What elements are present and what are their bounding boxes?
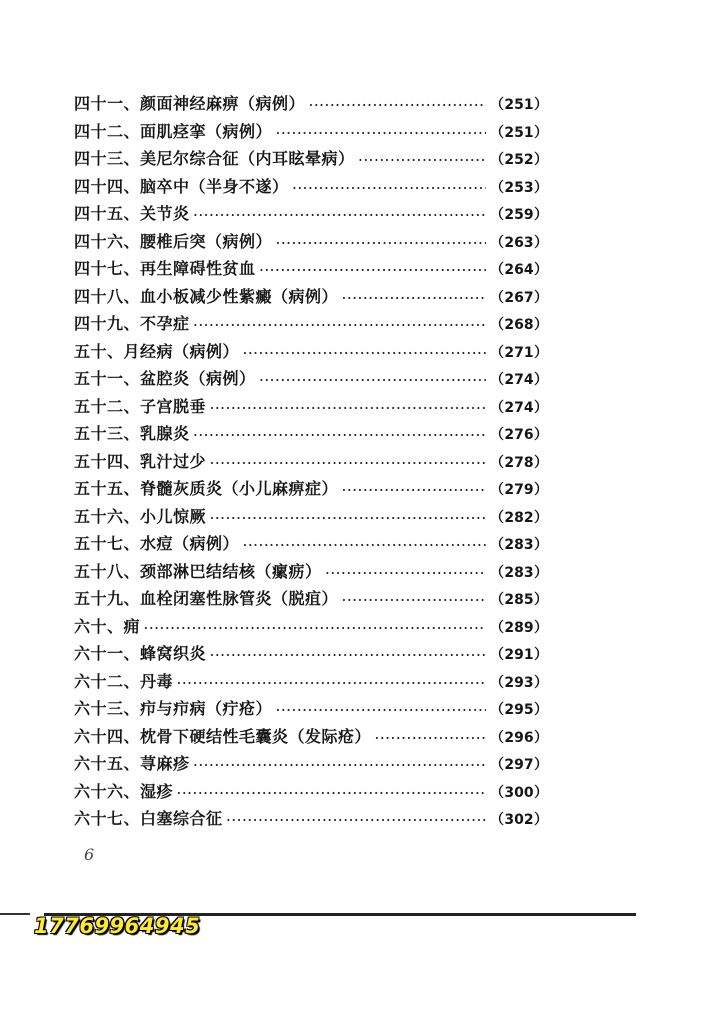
phone-watermark: 17769964945 xyxy=(34,914,201,938)
toc-entry-title: 六十、痈 xyxy=(74,616,141,636)
toc-page-number: 283 xyxy=(504,564,534,581)
toc-page-number: 252 xyxy=(504,152,534,168)
toc-page-ref: （283） xyxy=(490,560,548,588)
toc-page-number: 276 xyxy=(504,427,534,443)
toc-page-ref: （267） xyxy=(490,285,548,313)
toc-entry xyxy=(74,365,548,393)
toc-entry-title: 五十三、乳腺炎 xyxy=(74,424,190,443)
dot-leader xyxy=(144,615,486,643)
toc-page-number: 283 xyxy=(504,537,534,553)
toc-entry xyxy=(74,145,548,173)
dot-leader xyxy=(276,697,486,725)
toc-page-ref: （283） xyxy=(490,532,548,560)
toc-entry-title: 四十四、脑卒中（半身不遂） xyxy=(74,176,289,196)
dot-leader xyxy=(194,422,486,450)
toc-page-number: 278 xyxy=(504,454,534,471)
toc-entry xyxy=(74,750,548,778)
toc-entry-title: 六十一、蜂窝织炎 xyxy=(74,644,207,663)
toc-page-number: 295 xyxy=(504,702,534,718)
toc-page-number: 268 xyxy=(504,317,534,333)
page-number: 6 xyxy=(84,845,95,864)
toc-page-ref: （285） xyxy=(490,587,548,615)
toc-page-ref: （293） xyxy=(490,670,548,698)
dot-leader xyxy=(210,505,486,533)
toc-entry-title: 五十五、脊髓灰质炎（小儿麻痹症） xyxy=(74,479,339,498)
dot-leader xyxy=(194,202,486,230)
toc-entry-title: 六十四、枕骨下硬结性毛囊炎（发际疮） xyxy=(74,726,372,746)
toc-page-ref: （297） xyxy=(490,752,548,780)
toc-page-number: 285 xyxy=(504,592,534,608)
dot-leader xyxy=(177,670,486,698)
toc-page-ref: （276） xyxy=(490,422,548,450)
toc-page-number: 253 xyxy=(504,179,534,196)
dot-leader xyxy=(309,92,486,120)
dot-leader xyxy=(243,532,486,560)
toc-entry-title: 四十一、颜面神经麻痹（病例） xyxy=(74,94,306,113)
dot-leader xyxy=(194,312,486,340)
dot-leader xyxy=(210,395,486,423)
toc-page-ref: （271） xyxy=(490,340,548,368)
dot-leader xyxy=(177,780,486,808)
toc-entry-title: 五十六、小儿惊厥 xyxy=(74,506,207,526)
toc-entry-title: 六十三、疖与疖病（疔疮） xyxy=(74,699,273,718)
toc-page-ref: （253） xyxy=(490,175,548,203)
toc-entry-title: 六十六、湿疹 xyxy=(74,781,174,801)
toc-page-number: 259 xyxy=(504,207,534,223)
toc-page-ref: （251） xyxy=(490,92,548,120)
toc-page-ref: （279） xyxy=(490,477,548,505)
toc-entry xyxy=(74,173,548,201)
toc-entry-title: 五十、月经病（病例） xyxy=(74,341,240,361)
toc-entry-title: 四十八、血小板减少性紫癜（病例） xyxy=(74,286,339,306)
toc-entry xyxy=(74,283,548,311)
toc-entry-title: 五十一、盆腔炎（病例） xyxy=(74,369,256,388)
toc-entry xyxy=(74,255,548,283)
toc-entry xyxy=(74,310,548,338)
table-of-contents xyxy=(74,90,548,833)
dot-leader xyxy=(260,367,486,395)
toc-page-ref: （252） xyxy=(490,147,548,175)
toc-page-ref: （278） xyxy=(490,450,548,478)
dot-leader xyxy=(342,477,486,505)
toc-entry xyxy=(74,640,548,668)
dot-leader xyxy=(243,340,486,368)
dot-leader xyxy=(194,752,486,780)
toc-page-number: 251 xyxy=(504,124,534,141)
toc-page-number: 289 xyxy=(504,619,534,636)
toc-entry-title: 四十九、不孕症 xyxy=(74,314,190,333)
toc-page-number: 271 xyxy=(504,344,534,361)
toc-entry xyxy=(74,723,548,751)
toc-entry xyxy=(74,585,548,613)
toc-entry xyxy=(74,475,548,503)
toc-entry-title: 六十五、荨麻疹 xyxy=(74,754,190,773)
toc-entry xyxy=(74,778,548,806)
toc-page-number: 291 xyxy=(504,647,534,663)
toc-page-ref: （302） xyxy=(490,807,548,835)
dot-leader xyxy=(326,560,486,588)
toc-page-ref: （274） xyxy=(490,367,548,395)
toc-entry-title: 五十九、血栓闭塞性脉管炎（脱疽） xyxy=(74,589,339,608)
toc-page-ref: （300） xyxy=(490,780,548,808)
dot-leader xyxy=(276,230,486,258)
dot-leader xyxy=(227,807,486,835)
dot-leader xyxy=(210,642,486,670)
toc-page-number: 263 xyxy=(504,234,534,251)
toc-entry xyxy=(74,805,548,833)
toc-entry-title: 四十三、美尼尔综合征（内耳眩晕病） xyxy=(74,149,355,168)
toc-page-ref: （289） xyxy=(490,615,548,643)
toc-page-ref: （295） xyxy=(490,697,548,725)
toc-page-number: 300 xyxy=(504,784,534,801)
toc-entry-title: 四十五、关节炎 xyxy=(74,204,190,223)
toc-entry-title: 五十二、子宫脱垂 xyxy=(74,396,207,416)
toc-entry xyxy=(74,668,548,696)
toc-page-number: 267 xyxy=(504,289,534,306)
toc-entry-title: 六十二、丹毒 xyxy=(74,671,174,691)
footer-rule-short xyxy=(0,913,30,915)
toc-page-ref: （274） xyxy=(490,395,548,423)
toc-page-ref: （264） xyxy=(490,257,548,285)
toc-entry xyxy=(74,228,548,256)
toc-entry xyxy=(74,393,548,421)
toc-page-number: 296 xyxy=(504,729,534,746)
toc-page-number: 279 xyxy=(504,482,534,498)
dot-leader xyxy=(342,587,486,615)
toc-entry xyxy=(74,420,548,448)
dot-leader xyxy=(276,120,486,148)
toc-page-number: 251 xyxy=(504,97,534,113)
toc-entry-title: 五十七、水痘（病例） xyxy=(74,534,240,553)
toc-entry xyxy=(74,530,548,558)
toc-entry xyxy=(74,338,548,366)
toc-entry-title: 六十七、白塞综合征 xyxy=(74,809,223,828)
toc-page-ref: （296） xyxy=(490,725,548,753)
toc-page-number: 302 xyxy=(504,812,534,828)
toc-entry-title: 四十七、再生障碍性贫血 xyxy=(74,259,256,278)
toc-entry-title: 四十六、腰椎后突（病例） xyxy=(74,231,273,251)
toc-page-ref: （268） xyxy=(490,312,548,340)
toc-page-number: 264 xyxy=(504,262,534,278)
toc-entry-title: 五十八、颈部淋巴结结核（瘰疬） xyxy=(74,561,322,581)
dot-leader xyxy=(210,450,486,478)
toc-entry-title: 五十四、乳汁过少 xyxy=(74,451,207,471)
toc-entry xyxy=(74,200,548,228)
toc-entry xyxy=(74,90,548,118)
toc-page-ref: （259） xyxy=(490,202,548,230)
toc-page-number: 297 xyxy=(504,757,534,773)
toc-page-ref: （251） xyxy=(490,120,548,148)
toc-page-ref: （291） xyxy=(490,642,548,670)
dot-leader xyxy=(359,147,486,175)
toc-entry xyxy=(74,118,548,146)
dot-leader xyxy=(260,257,486,285)
toc-page-number: 293 xyxy=(504,674,534,691)
toc-entry-title: 四十二、面肌痉挛（病例） xyxy=(74,121,273,141)
toc-page-number: 274 xyxy=(504,372,534,388)
toc-entry xyxy=(74,613,548,641)
toc-page-number: 274 xyxy=(504,399,534,416)
dot-leader xyxy=(342,285,486,313)
toc-entry xyxy=(74,448,548,476)
toc-entry xyxy=(74,503,548,531)
toc-entry xyxy=(74,558,548,586)
toc-page-ref: （282） xyxy=(490,505,548,533)
dot-leader xyxy=(293,175,486,203)
toc-page-ref: （263） xyxy=(490,230,548,258)
toc-page-number: 282 xyxy=(504,509,534,526)
toc-entry xyxy=(74,695,548,723)
dot-leader xyxy=(375,725,486,753)
